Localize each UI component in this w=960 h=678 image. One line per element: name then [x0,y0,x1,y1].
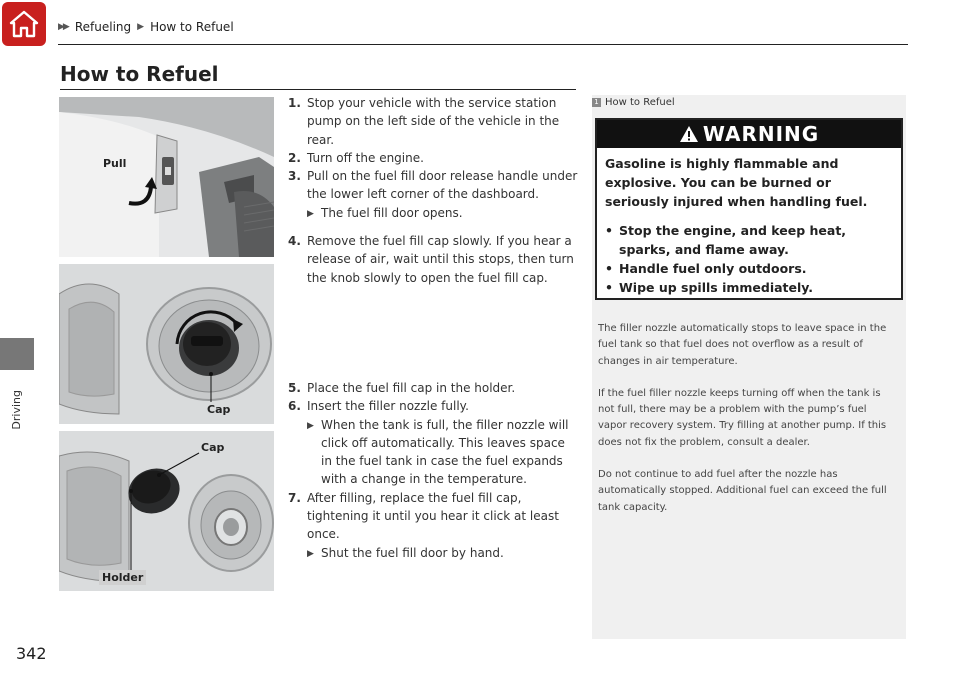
step-text: Remove the fuel fill cap slowly. If you hear a release of air, wait until this stops, then turn the knob slowly to open the fuel fill cap. [307,234,574,285]
warning-title: WARNING [702,122,820,146]
step-text: Pull on the fuel fill door release handle under the lower left corner of the dashboard. [307,169,578,202]
breadcrumb-arrow-icon: ▶ [137,22,145,32]
warning-body [597,148,901,303]
warning-icon [679,125,699,143]
figure-fuel-cap [59,264,274,424]
sidebar-paragraph: Do not continue to add fuel after the nozzle has automatically stopped. Additional fuel can exceed the full tank capacity. [598,469,887,513]
step-number: 1. [288,96,301,110]
fuel-cap-illustration [59,264,274,424]
step-item [288,94,578,149]
steps-list [288,94,578,563]
reference-sidebar [592,95,906,639]
step-number: 6. [288,399,301,414]
step-result [288,416,578,489]
page-number: 342 [16,644,47,663]
step-result-text: When the tank is full, the filler nozzle will click off automatically. This leaves space in the fuel tank in case the fuel expands with a change in the temperature. [321,417,569,487]
sidebar-paragraph: The filler nozzle automatically stops to leave space in the fuel tank so that fuel does not overflow as a result of changes in air temperature. [598,323,887,367]
step-item [288,397,578,415]
release-handle-illustration [59,97,274,257]
step-text: After filling, replace the fuel fill cap, tightening it until you hear it click at least once. [307,490,559,542]
warning-header [597,120,901,148]
breadcrumb-refueling[interactable]: Refueling [74,20,132,34]
warning-bullet-text: Handle fuel only outdoors. [619,261,807,276]
result-arrow-icon: ▶ [307,548,314,559]
sidebar-notes [598,321,898,532]
warning-bullet: • Stop the engine, and keep heat, sparks, and flame away. [605,221,893,259]
label-holder: Holder [99,570,146,585]
result-arrow-icon: ▶ [307,208,314,219]
warning-bullets [605,221,893,297]
warning-bullet: • Handle fuel only outdoors. [605,261,807,276]
label-cap: Cap [201,441,225,454]
warning-bullet-text: Stop the engine, and keep heat, sparks, and flame away. [619,223,847,257]
step-text: Place the fuel fill cap in the holder. [307,380,516,395]
step-item [288,489,578,544]
warning-bullet-text: Wipe up spills immediately. [619,280,814,295]
step-text: Stop your vehicle with the service station pump on the left side of the vehicle in the rear. [307,96,560,147]
step-number: 7. [288,490,301,505]
warning-text: Gasoline is highly flammable and explosive. You can be burned or seriously injured when handling fuel. [605,156,868,209]
step-result [288,204,578,223]
result-arrow-icon: ▶ [307,420,314,431]
home-icon [8,8,40,40]
breadcrumb-how-to-refuel[interactable]: How to Refuel [150,20,234,34]
step-item [288,149,578,167]
step-result-text: Shut the fuel fill door by hand. [321,545,504,560]
section-label: Driving [10,390,23,430]
step-number: 4. [288,234,301,249]
header-divider [58,44,908,45]
step-text: Insert the filler nozzle fully. [307,399,469,414]
step-number: 5. [288,380,301,395]
breadcrumb [58,20,234,34]
sidebar-paragraph: If the fuel filler nozzle keeps turning off when the tank is not full, there may be a problem with the pump’s fuel vapor recovery system. Try filling at another pump. If this does not fix the problem, consult a dealer. [598,387,887,448]
step-result-text: The fuel fill door opens. [321,205,463,220]
step-item [288,379,578,397]
label-pull: Pull [103,157,127,170]
step-item [288,167,578,204]
figure-cap-holder [59,431,274,591]
page-title: How to Refuel [60,62,219,86]
section-tab[interactable] [0,338,34,370]
step-number: 2. [288,150,301,165]
warning-bullet: • Wipe up spills immediately. [605,280,814,295]
label-cap: Cap [207,403,231,416]
reference-icon: 1 [592,98,601,107]
step-number: 3. [288,169,301,184]
cap-holder-illustration [59,431,274,591]
sidebar-heading[interactable] [592,97,675,108]
home-button[interactable] [2,2,46,46]
breadcrumb-arrow-icon: ▶▶ [58,22,68,32]
title-divider [60,89,576,90]
figure-release-handle [59,97,274,257]
sidebar-heading-text: How to Refuel [605,97,675,108]
step-text: Turn off the engine. [307,150,424,165]
step-result [288,544,578,563]
step-item [288,232,578,287]
warning-box [595,118,903,300]
